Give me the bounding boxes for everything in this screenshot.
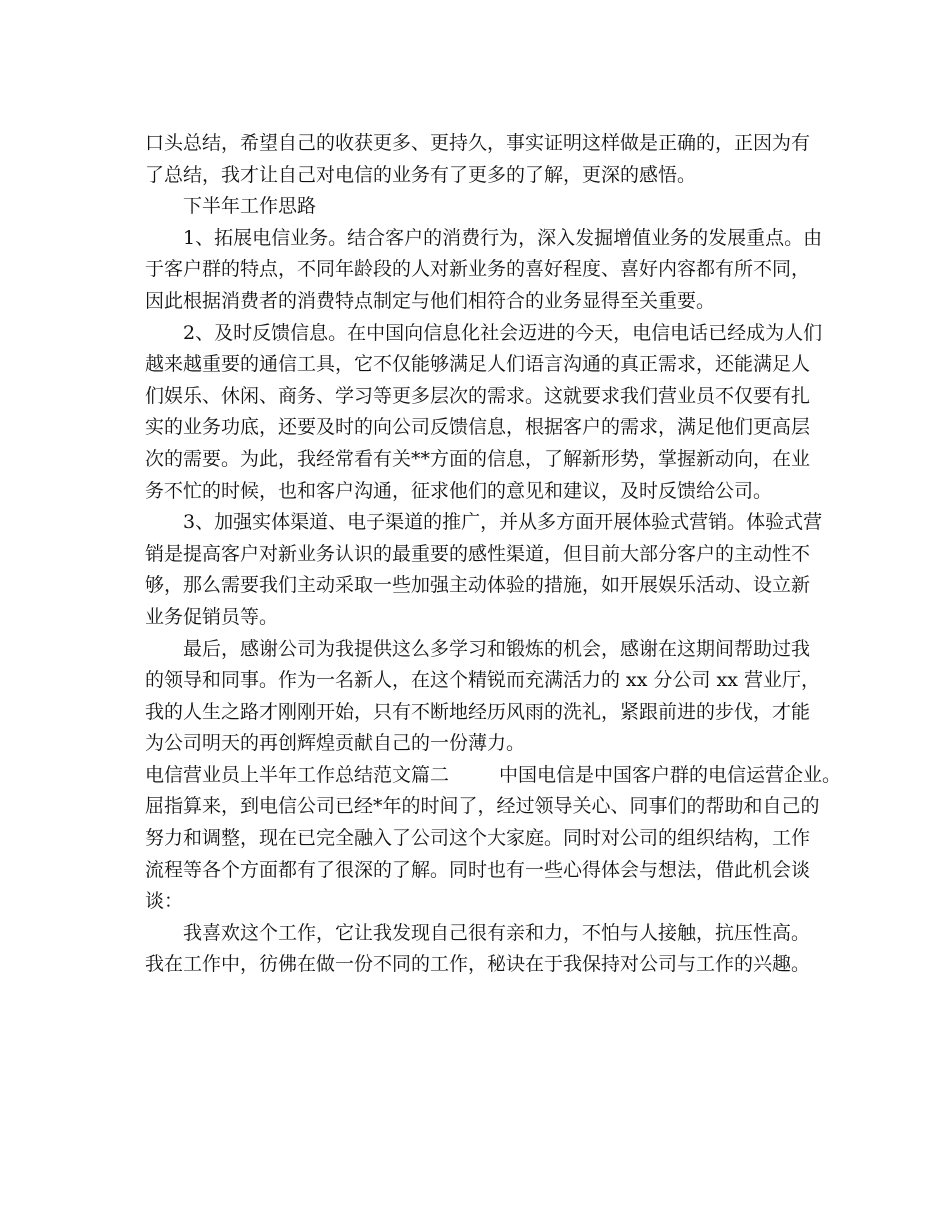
- paragraph-line: 1、拓展电信业务。结合客户的消费行为，深入发掘增值业务的发展重点。由: [183, 226, 823, 249]
- paragraph-line: 务不忙的时候，也和客户沟通，征求他们的意见和建议，及时反馈给公司。: [145, 479, 773, 502]
- paragraph-line: 2、及时反馈信息。在中国向信息化社会迈进的今天，电信电话已经成为人们: [183, 321, 823, 344]
- paragraph-line: 了总结，我才让自己对电信的业务有了更多的了解，更深的感悟。: [145, 163, 697, 186]
- paragraph-line: 越来越重要的通信工具，它不仅能够满足人们语言沟通的真正需求，还能满足人: [145, 353, 811, 376]
- paragraph-line: 们娱乐、休闲、商务、学习等更多层次的需求。这就要求我们营业员不仅要有扎: [145, 384, 811, 407]
- paragraph-line: 我喜欢这个工作，它让我发现自己很有亲和力，不怕与人接触，抗压性高。: [183, 921, 811, 944]
- paragraph-line: 我在工作中，彷佛在做一份不同的工作，秘诀在于我保持对公司与工作的兴趣。: [145, 953, 811, 976]
- paragraph-line: 流程等各个方面都有了很深的了解。同时也有一些心得体会与想法，借此机会谈: [145, 858, 811, 881]
- paragraph-line: 谈：: [145, 890, 184, 913]
- paragraph-line: 屈指算来，到电信公司已经*年的时间了，经过领导关心、同事们的帮助和自己的: [145, 795, 820, 818]
- paragraph-line: 销是提高客户对新业务认识的最重要的感性渠道，但目前大部分客户的主动性不: [145, 542, 811, 565]
- paragraph-line: 够，那么需要我们主动采取一些加强主动体验的措施，如开展娱乐活动、设立新: [145, 574, 811, 597]
- document-body: [145, 128, 842, 981]
- section-heading: 下半年工作思路: [183, 195, 317, 218]
- article-title: 电信营业员上半年工作总结范文篇二: [145, 763, 450, 786]
- paragraph-line: 次的需要。为此，我经常看有关**方面的信息，了解新形势，掌握新动向，在业: [145, 447, 811, 470]
- paragraph-line: 的领导和同事。作为一名新人，在这个精锐而充满活力的 xx 分公司 xx 营业厅，: [145, 669, 821, 692]
- paragraph-line: 我的人生之路才刚刚开始，只有不断地经历风雨的洗礼，紧跟前进的步伐，才能: [145, 700, 811, 723]
- paragraph-line: 为公司明天的再创辉煌贡献自己的一份薄力。: [145, 732, 526, 755]
- paragraph-line: 口头总结，希望自己的收获更多、更持久，事实证明这样做是正确的，正因为有: [145, 132, 811, 154]
- paragraph-line: 于客户群的特点，不同年龄段的人对新业务的喜好程度、喜好内容都有所不同，: [145, 258, 811, 281]
- paragraph-line: 最后，感谢公司为我提供这么多学习和锻炼的机会，感谢在这期间帮助过我: [183, 637, 811, 660]
- paragraph-line: 业务促销员等。: [145, 605, 279, 628]
- article-title-line: [145, 760, 842, 792]
- article-intro: 中国电信是中国客户群的电信运营企业。: [499, 763, 842, 786]
- paragraph-line: 实的业务功底，还要及时的向公司反馈信息，根据客户的需求，满足他们更高层: [145, 416, 811, 439]
- paragraph-line: 因此根据消费者的消费特点制定与他们相符合的业务显得至关重要。: [145, 289, 716, 312]
- paragraph-line: 努力和调整，现在已完全融入了公司这个大家庭。同时对公司的组织结构，工作: [145, 827, 811, 850]
- paragraph-line: 3、加强实体渠道、电子渠道的推广，并从多方面开展体验式营销。体验式营: [183, 511, 823, 534]
